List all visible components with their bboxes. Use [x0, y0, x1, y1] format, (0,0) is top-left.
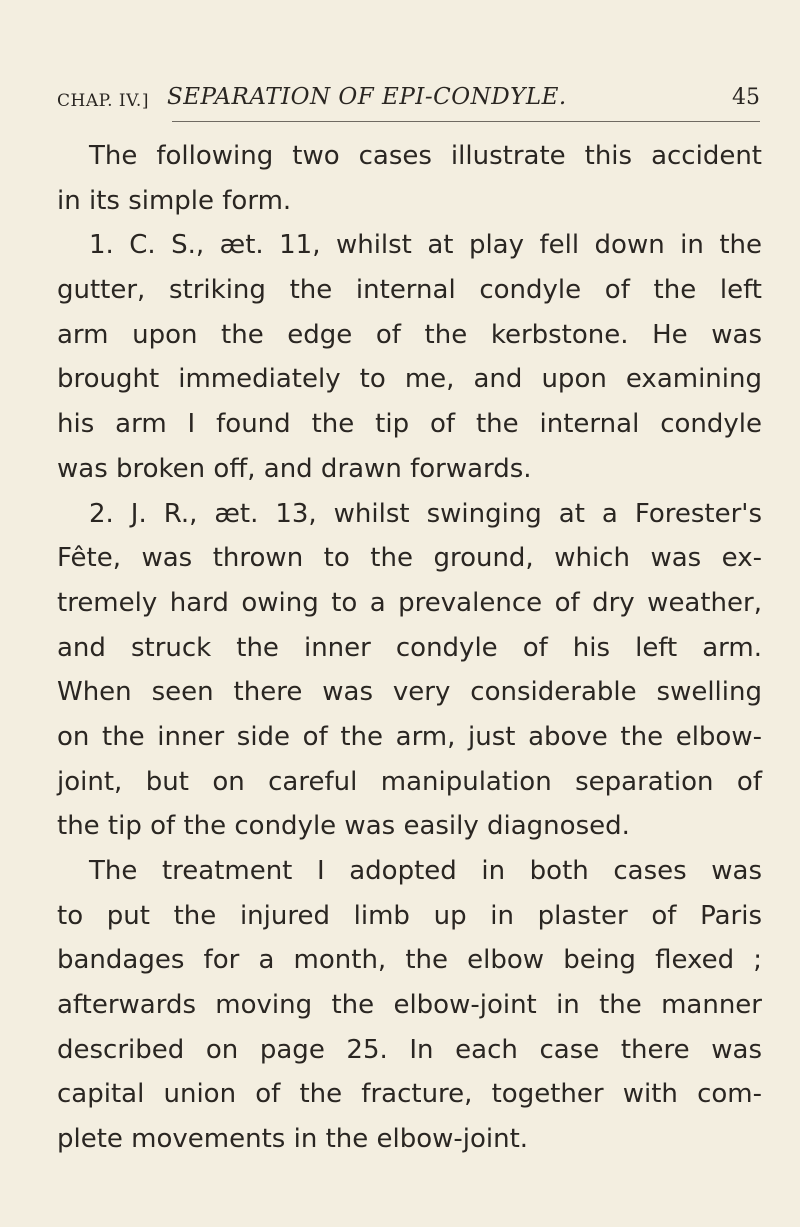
- text-line: plete movements in the elbow-joint.: [57, 1124, 529, 1155]
- text-line: bandages for a month, the elbow being flexed ;: [57, 945, 762, 976]
- running-title: SEPARATION OF EPI-CONDYLE.: [167, 84, 567, 110]
- header-rule: [172, 121, 760, 122]
- text-line: capital union of the fracture, together with com-: [57, 1079, 762, 1110]
- text-line: The treatment I adopted in both cases was: [89, 856, 762, 886]
- chapter-label: CHAP. IV.]: [57, 91, 149, 111]
- text-line: afterwards moving the elbow-joint in the manner: [57, 990, 762, 1021]
- text-line: on the inner side of the arm, just above the elbow-: [57, 721, 762, 752]
- text-line: described on page 25. In each case there was: [57, 1034, 762, 1065]
- page-number: 45: [732, 85, 760, 110]
- text-line: 2. J. R., æt. 13, whilst swinging at a Forester's: [89, 498, 762, 529]
- text-line: tremely hard owing to a prevalence of dry weather,: [57, 587, 762, 618]
- text-line: the tip of the condyle was easily diagnosed.: [57, 811, 630, 842]
- text-line: The following two cases illustrate this accident: [89, 141, 762, 171]
- text-line: in its simple form.: [57, 185, 292, 216]
- text-line: When seen there was very considerable swelling: [57, 677, 762, 708]
- body-text: [57, 134, 762, 1162]
- running-head: [57, 82, 760, 114]
- text-line: his arm I found the tip of the internal condyle: [57, 409, 762, 440]
- text-line: Fête, was thrown to the ground, which was ex-: [57, 543, 762, 574]
- text-line: 1. C. S., æt. 11, whilst at play fell down in the: [89, 230, 762, 261]
- text-line: joint, but on careful manipulation separation of: [57, 766, 762, 797]
- text-line: arm upon the edge of the kerbstone. He was: [57, 319, 762, 350]
- text-line: brought immediately to me, and upon examining: [57, 364, 762, 395]
- text-line: to put the injured limb up in plaster of Paris: [57, 900, 762, 931]
- text-line: gutter, striking the internal condyle of the left: [57, 275, 762, 306]
- text-line: was broken off, and drawn forwards.: [57, 453, 532, 484]
- text-line: and struck the inner condyle of his left arm.: [57, 632, 762, 663]
